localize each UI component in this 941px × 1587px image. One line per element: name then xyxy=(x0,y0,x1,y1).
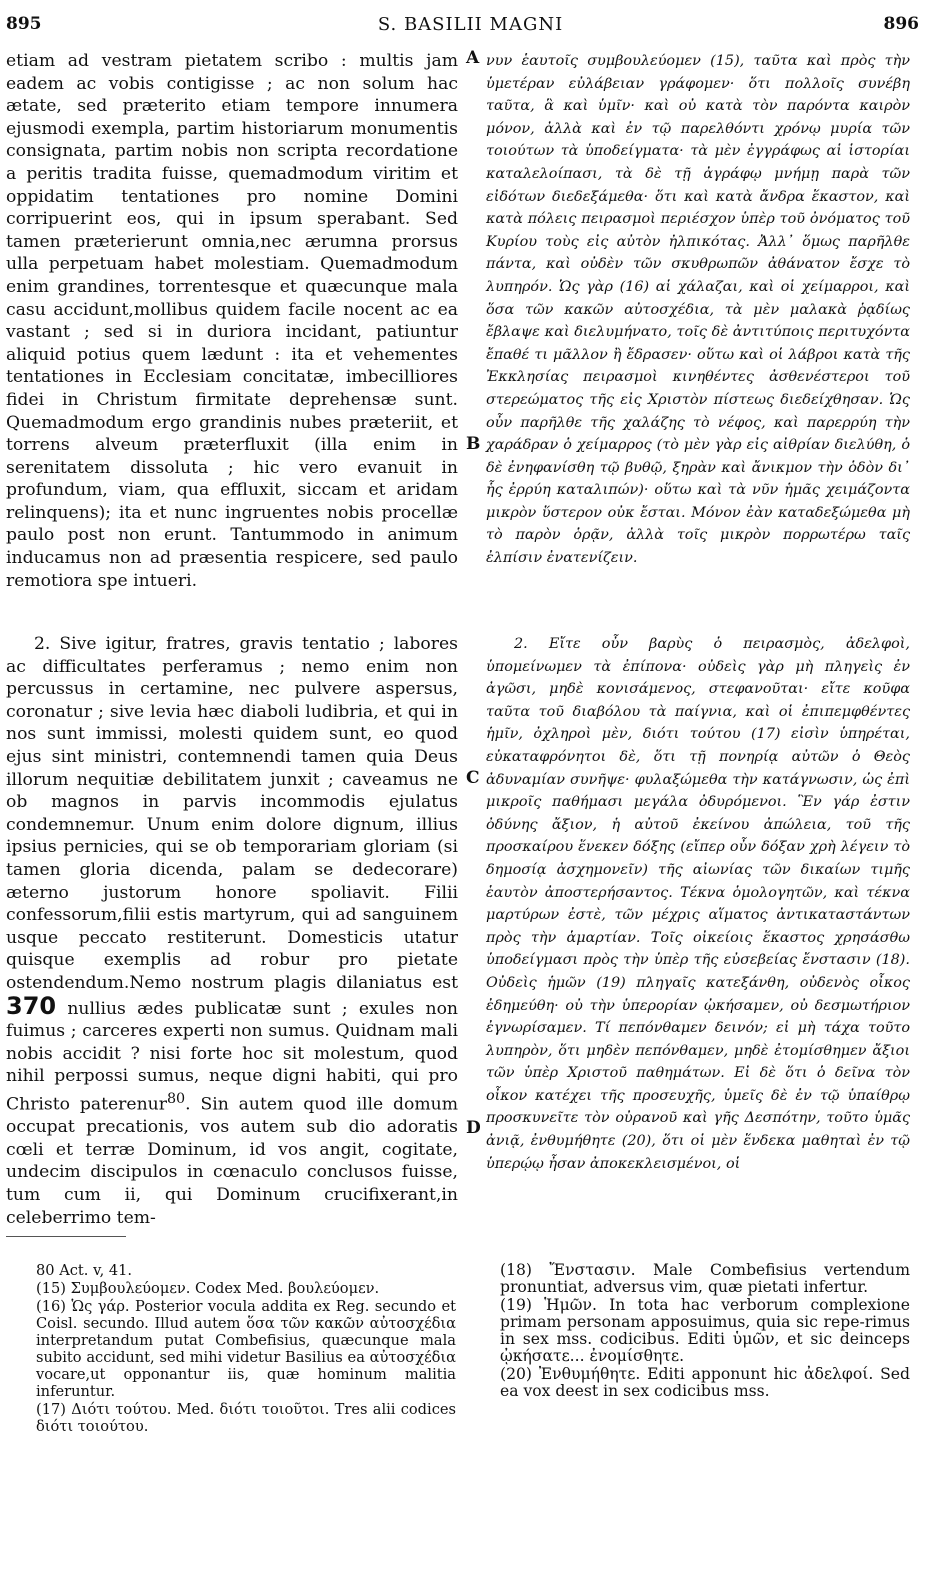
footnote-separator xyxy=(6,1236,126,1237)
footnote-15: (15) Συμβουλεύομεν. Codex Med. βουλεύομεν. xyxy=(36,1280,380,1297)
margin-letter-a: A xyxy=(466,48,480,68)
footnote-20: (20) Ἐνθυμήθητε. Editi apponunt hic ἀδελφοί. Sed ea vox deest in sex codicibus mss. xyxy=(500,1365,910,1400)
latin-paragraph-2-part-b: nullius ædes publicatæ sunt ; exules non fuimus ; carceres experti non sumus. Quidnam mali nobis accidit ? nisi forte hoc sit molestum, quod nihil perpossi sumus, neque digni habiti, qui pro Christo paterenur xyxy=(6,998,458,1115)
latin-column-para2 xyxy=(6,633,458,1229)
margin-letter-b: B xyxy=(466,434,481,454)
page-header xyxy=(0,14,941,42)
column-number: 370 xyxy=(6,991,57,1020)
margin-letter-d: D xyxy=(466,1118,481,1138)
running-title: S. BASILII MAGNI xyxy=(377,14,564,35)
footnote-19: (19) Ἡμῶν. In tota hac verborum complexione primam personam apposuimus, quia sic repe-rimus in sex mss. codicibus. Editi ὑμῶν, et sic deinceps ᾠκήσατε... ἐνομίσθητε. xyxy=(500,1296,910,1365)
latin-paragraph-2-part-a: 2. Sive igitur, fratres, gravis tentatio ; labores ac difficultates perferamus ; nemo enim non percussus in certamine, nec pulvere aspersus, coronatur ; sive levia hæc diaboli ludibria, et qui in nos sunt immissi, molesti quidem sunt, eo quod ejus sint ministri, contemnendi tamen quia Deus illorum nequitiæ debilitatem junxit ; caveamus ne ob magnos in parvis incommodis ejulatus condemnemur. Unum enim dolore dignum, illius ipsius pernicies, qui se ob temporariam gloriam (si tamen gloria dicenda, palam se dedecorare) æterno justorum honore spoliavit. Filii confessorum,filii estis martyrum, qui ad sanguinem usque peccato restiterunt. Domesticis utatur quisque exemplis ad robur pro pietate ostendendum.Nemo nostrum plagis dilaniatus est xyxy=(6,634,458,993)
footnote-18: (18) Ἔνστασιν. Male Combefisius vertendum pronuntiat, adversus vim, quæ pietati infertur. xyxy=(500,1261,910,1296)
page-number-right: 896 xyxy=(883,14,919,34)
greek-column-para1 xyxy=(486,50,910,570)
footnote-16: (16) Ὡς γάρ. Posterior vocula addita ex Reg. secundo et Coisl. secundo. Illud autem ὅσα τῶν κακῶν αὐτοσχέδια interpretandum putat Combefisius, quæcunque mala subito accidunt, sed mihi videtur Basilius ea αὐτοσχέδια vocare,ut opponantur iis, quæ hominum malitia inferuntur. xyxy=(36,1298,456,1400)
footnotes-right xyxy=(500,1262,910,1401)
footnotes-left xyxy=(36,1262,456,1436)
greek-paragraph-2: 2. Εἴτε οὖν βαρὺς ὁ πειρασμὸς, ἀδελφοὶ, ὑπομείνωμεν τὰ ἐπίπονα· οὐδεὶς γὰρ μὴ πληγεὶς ἐν ἀγῶσι, μηδὲ κονισάμενος, στεφανοῦται· εἴτε κοῦφα ταῦτα τοῦ διαβόλου τὰ παίγνια, καὶ οἱ ἐπιπεμφθέντες ἡμῖν, ὀχληροὶ μὲν, διότι τούτου (17) εἰσὶν ὑπηρέται, εὐκαταφρόνητοι δὲ, ὅτι τῇ πονηρίᾳ αὐτῶν ὁ Θεὸς ἀδυναμίαν συνῆψε· φυλαξώμεθα τὴν κατάγνωσιν, ὡς ἐπὶ μικροῖς παθήμασι μεγάλα ὀδυρόμενοι. Ἓν γάρ ἐστιν ὀδύνης ἄξιον, ἡ αὐτοῦ ἐκείνου ἀπώλεια, τοῦ τῆς προσκαίρου ἕνεκεν δόξης (εἴπερ οὖν δόξαν χρὴ λέγειν τὸ δημοσίᾳ ἀσχημονεῖν) τῆς αἰωνίας τῶν δικαίων τιμῆς ἑαυτὸν ἀποστερήσαντος. Τέκνα ὁμολογητῶν, καὶ τέκνα μαρτύρων ἐστὲ, τῶν μέχρις αἵματος ἀντικαταστάντων πρὸς τὴν ἁμαρτίαν. Τοῖς οἰκείοις ἕκαστος χρησάσθω ὑποδείγμασι πρὸς τὴν ὑπὲρ τῆς εὐσεβείας ἔνστασιν (18). Οὐδεὶς ἡμῶν (19) πληγαῖς κατεξάνθη, οὐδενὸς οἶκος ἐδημεύθη· οὐ τὴν ὑπερορίαν ᾠκήσαμεν, οὐ δεσμωτήριον ἐγνωρίσαμεν. Τί πεπόνθαμεν δεινόν; εἰ μὴ τάχα τοῦτο λυπηρὸν, ὅτι μηδὲν πεπόνθαμεν, μηδὲ ἐτομίσθημεν ἄξιοι τῶν ὑπὲρ Χριστοῦ παθημάτων. Εἰ δὲ ὅτι ὁ δεῖνα τὸν οἶκον κατέχει τῆς προσευχῆς, ὑμεῖς δὲ ἐν τῷ ὑπαίθρῳ προσκυνεῖτε τὸν οὐρανοῦ καὶ γῆς Δεσπότην, τοῦτο ὑμᾶς ἀνιᾷ, ἐνθυμήθητε (20), ὅτι οἱ μὲν ἕνδεκα μαθηταὶ ἐν τῷ ὑπερῴῳ ἦσαν ἀποκεκλεισμένοι, οἱ xyxy=(486,636,910,1172)
latin-paragraph-2 xyxy=(6,633,458,1229)
greek-column-para2 xyxy=(486,633,910,1175)
footnote-17: (17) Διότι τούτου. Med. διότι τοιοῦτοι. Tres alii codices διότι τοιούτου. xyxy=(36,1401,456,1435)
margin-letter-c: C xyxy=(466,768,480,788)
latin-column-para1 xyxy=(6,50,458,592)
footnote-marker: 80 xyxy=(166,1090,186,1107)
latin-paragraph-1: etiam ad vestram pietatem scribo : multis jam eadem ac vobis contigisse ; ac non solum hac ætate, sed præterito etiam tempore innumera ejusmodi exempla, partim historiarum monumentis consignata, partim nobis non scripta recordatione a peritis tradita fuisse, quemadmodum viritim et oppidatim tentationes pro nomine Domini corripuerint eos, qui in ipsum sperabant. Sed tamen præterierunt omnia,nec ærumna prorsus ulla perpetuam habet molestiam. Quemadmodum enim grandines, torrentesque et quæcunque mala casu accidunt,mollibus quidem facile nocent ac ea vastant ; sed si in duriora incidant, patiuntur aliquid potius quem lædunt : ita et vehementes tentationes in Ecclesiam concitatæ, imbecilliores fidei in Christum firmitate deprehensæ sunt. Quemadmodum ergo grandinis nubes præteriit, et torrens alveum præterfluxit (illa enim in serenitatem dissoluta ; hic vero evanuit in profundum, viam, qua effluxit, siccam et aridam relinquens); ita et nunc ingruentes nobis procellæ paulo post non erunt. Tantummodo in animum inducamus non ad præsentia respicere, sed paulo remotiora spe intueri. xyxy=(6,51,458,591)
footnote-80: 80 Act. v, 41. xyxy=(36,1262,133,1279)
latin-paragraph-2-part-c: . Sin autem quod ille domum occupat precationis, vos autem sub dio adoratis cœli et terræ Dominum, id vos angit, cogitate, undecim discipulos in cœnaculo conclusos fuisse, tum cum ii, qui Dominum crucifixerant,in celeberrimo tem- xyxy=(6,1094,458,1228)
page-number-left: 895 xyxy=(6,14,42,34)
greek-paragraph-1: νυν ἑαυτοῖς συμβουλεύομεν (15), ταῦτα καὶ πρὸς τὴν ὑμετέραν εὐλάβειαν γράφομεν· ὅτι πολλοῖς συνέβη ταῦτα, ἃ καὶ ὑμῖν· καὶ οὐ κατὰ τὸν παρόντα καιρὸν μόνον, ἀλλὰ καὶ ἐν τῷ παρελθόντι χρόνῳ μυρία τῶν τοιούτων τὰ ὑποδείγματα· τὰ μὲν ἐγγράφως αἱ ἱστορίαι καταλελοίπασι, τὰ δὲ τῇ ἀγράφῳ μνήμῃ παρὰ τῶν εἰδότων διεδεξάμεθα· ὅτι καὶ κατὰ ἄνδρα ἕκαστον, καὶ κατὰ πόλεις πειρασμοὶ περιέσχον ὑπὲρ τοῦ ὀνόματος τοῦ Κυρίου τοὺς εἰς αὐτὸν ἠλπικότας. Ἀλλ᾽ ὅμως παρῆλθε πάντα, καὶ οὐδὲν τῶν σκυθρωπῶν ἀθάνατον ἔσχε τὸ λυπηρόν. Ὡς γὰρ (16) αἱ χάλαζαι, καὶ οἱ χείμαρροι, καὶ ὅσα τῶν κακῶν αὐτοσχέδια, τὰ μὲν μαλακὰ ῥᾳδίως ἔβλαψε καὶ διελυμήνατο, τοῖς δὲ ἀντιτύποις περιτυχόντα ἔπαθέ τι μᾶλλον ἢ ἔδρασεν· οὕτω καὶ οἱ λάβροι κατὰ τῆς Ἐκκλησίας πειρασμοὶ κινηθέντες ἀσθενέστεροι τοῦ στερεώματος τῆς εἰς Χριστὸν πίστεως διεδείχθησαν. Ὡς οὖν παρῆλθε τῆς χαλάζης τὸ νέφος, καὶ παρερρύη τὴν χαράδραν ὁ χείμαρρος (τὸ μὲν γὰρ εἰς αἰθρίαν διελύθη, ὁ δὲ ἐνηφανίσθη τῷ βυθῷ, ξηρὰν καὶ ἄνικμον τὴν ὁδὸν δι᾽ ἧς ἐρρύη καταλιπών)· οὕτω καὶ τὰ νῦν ἡμᾶς χειμάζοντα μικρὸν ὕστερον οὐκ ἔσται. Μόνον ἐὰν καταδεξώμεθα μὴ τὸ παρὸν ὁρᾷν, ἀλλὰ τοῖς μικρὸν πορρωτέρω ταῖς ἐλπίσιν ἐνατενίζειν. xyxy=(486,53,910,567)
